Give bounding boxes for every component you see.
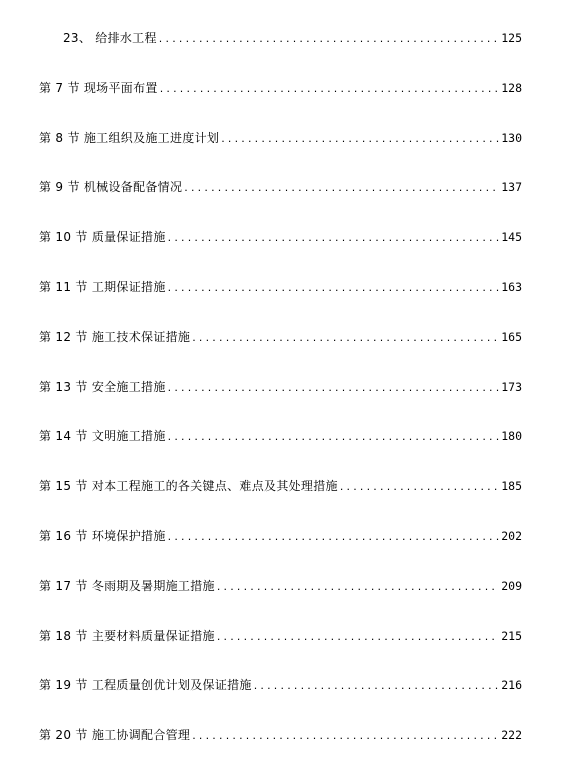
dot-leader bbox=[192, 727, 499, 745]
toc-entry-title: 第 19 节 工程质量创优计划及保证措施 bbox=[39, 678, 252, 693]
toc-entry-title: 第 7 节 现场平面布置 bbox=[39, 80, 158, 95]
toc-entry[interactable] bbox=[39, 627, 522, 677]
toc-entry-page-number: 165 bbox=[501, 329, 522, 344]
dot-leader bbox=[159, 30, 499, 48]
dot-leader bbox=[340, 478, 499, 496]
toc-entry-title: 第 11 节 工期保证措施 bbox=[39, 279, 166, 294]
toc-entry[interactable] bbox=[39, 328, 522, 378]
toc-entry-page-number: 128 bbox=[501, 80, 522, 95]
toc-entry-title: 第 10 节 质量保证措施 bbox=[39, 230, 166, 245]
toc-entry-page-number: 125 bbox=[501, 31, 522, 45]
dot-leader bbox=[217, 578, 499, 596]
toc-entry[interactable] bbox=[39, 577, 522, 627]
toc-entry-page-number: 222 bbox=[501, 728, 522, 743]
dot-leader bbox=[221, 130, 499, 148]
toc-entry-page-number: 202 bbox=[501, 528, 522, 543]
toc-entry-title: 第 14 节 文明施工措施 bbox=[39, 429, 166, 444]
toc-entry-title: 第 18 节 主要材料质量保证措施 bbox=[39, 628, 215, 643]
toc-entry-title: 第 12 节 施工技术保证措施 bbox=[39, 329, 191, 344]
dot-leader bbox=[217, 628, 499, 646]
toc-entry[interactable] bbox=[39, 278, 522, 328]
dot-leader bbox=[192, 329, 499, 347]
toc-entry-page-number: 215 bbox=[501, 628, 522, 643]
toc-entry[interactable] bbox=[39, 726, 522, 776]
toc-entry-page-number: 130 bbox=[501, 130, 522, 145]
toc-entry-page-number: 137 bbox=[501, 180, 522, 195]
toc-entry-title: 第 8 节 施工组织及施工进度计划 bbox=[39, 130, 220, 145]
toc-entry-title: 第 20 节 施工协调配合管理 bbox=[39, 728, 191, 743]
toc-entry[interactable] bbox=[39, 79, 522, 129]
toc-entry-title: 第 15 节 对本工程施工的各关键点、难点及其处理措施 bbox=[39, 479, 338, 494]
toc-entry[interactable] bbox=[39, 477, 522, 527]
dot-leader bbox=[168, 528, 500, 546]
dot-leader bbox=[168, 229, 500, 247]
toc-entry-title: 第 13 节 安全施工措施 bbox=[39, 379, 166, 394]
toc-entry[interactable] bbox=[39, 178, 522, 228]
dot-leader bbox=[254, 677, 500, 695]
toc-entry-title: 第 9 节 机械设备配备情况 bbox=[39, 180, 183, 195]
toc-entry-page-number: 185 bbox=[501, 479, 522, 494]
toc-entry[interactable] bbox=[39, 228, 522, 278]
toc-entry-page-number: 163 bbox=[501, 279, 522, 294]
toc-entry[interactable] bbox=[39, 427, 522, 477]
dot-leader bbox=[184, 179, 499, 197]
toc-entry-page-number: 216 bbox=[501, 678, 522, 693]
toc-entry[interactable] bbox=[39, 676, 522, 726]
dot-leader bbox=[168, 379, 500, 397]
toc-entry[interactable] bbox=[39, 29, 522, 79]
toc-entry-page-number: 145 bbox=[501, 230, 522, 245]
dot-leader bbox=[168, 279, 500, 297]
toc-entry-title: 23、 给排水工程 bbox=[63, 31, 157, 45]
toc-entry[interactable] bbox=[39, 378, 522, 428]
toc-entry-page-number: 209 bbox=[501, 578, 522, 593]
dot-leader bbox=[168, 428, 500, 446]
toc-entry[interactable] bbox=[39, 527, 522, 577]
table-of-contents bbox=[39, 29, 522, 776]
toc-entry-page-number: 180 bbox=[501, 429, 522, 444]
toc-entry-page-number: 173 bbox=[501, 379, 522, 394]
toc-entry-title: 第 17 节 冬雨期及暑期施工措施 bbox=[39, 578, 215, 593]
dot-leader bbox=[160, 80, 500, 98]
toc-entry[interactable] bbox=[39, 129, 522, 179]
toc-entry-title: 第 16 节 环境保护措施 bbox=[39, 528, 166, 543]
